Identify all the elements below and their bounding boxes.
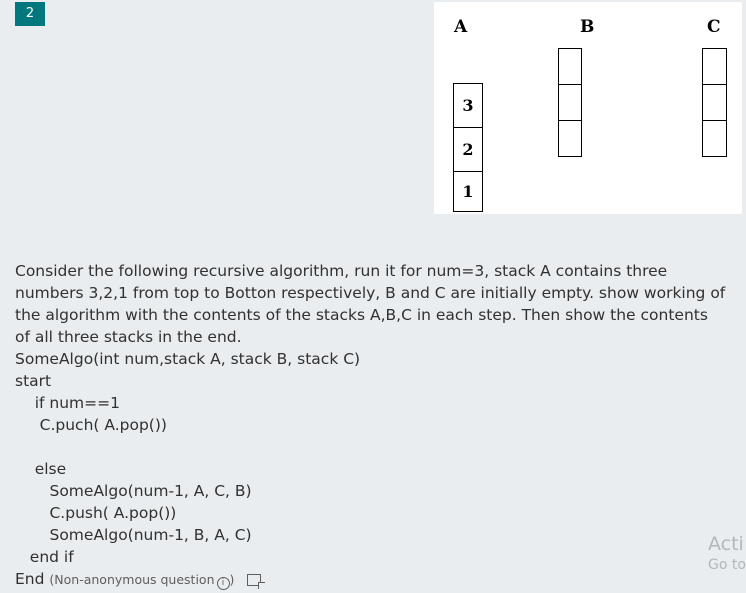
question-number-badge: 2 [15,2,45,26]
question-intro: Consider the following recursive algorithm, run it for num=3, stack A contains three numbers 3,2,1 from top to Botton respectively, B and C are initially empty. show working of the algorithm with the contents of the stacks A,B,C in each step. Then show the contents of all three stacks in the end. [15,262,726,346]
stack-c-cell-bottom [702,120,727,157]
watermark-title: Acti [708,533,744,555]
stack-a-cell-bottom: 1 [453,171,483,212]
end-label: End [15,570,45,588]
immersive-reader-icon[interactable] [247,574,261,586]
stack-c-cell-middle [702,84,727,121]
watermark-subtitle: Go to [708,557,746,573]
activate-windows-watermark [708,532,746,574]
stacks-figure [434,2,742,214]
stack-b-cell-middle [558,84,582,121]
code-line-9: SomeAlgo(num-1, B, A, C) [15,526,252,544]
non-anonymous-note [49,572,234,587]
non-anonymous-note-close: ) [229,572,235,587]
stack-label-a: A [454,17,468,37]
info-icon[interactable]: i [217,577,230,590]
code-line-2: start [15,372,52,390]
code-line-8: C.push( A.pop()) [15,504,177,522]
code-line-3: if num==1 [15,394,120,412]
stack-label-c: C [707,17,721,37]
code-line-6: else [15,460,67,478]
code-line-4: C.puch( A.pop()) [15,416,167,434]
stack-a-cell-middle: 2 [453,127,483,172]
stack-label-b: B [580,17,595,37]
stack-b-cell-bottom [558,120,582,157]
stack-a-cell-top: 3 [453,83,483,128]
end-line [15,568,261,591]
code-line-10: end if [15,548,74,566]
stack-c-cell-top [702,48,727,85]
code-line-7: SomeAlgo(num-1, A, C, B) [15,482,252,500]
stack-b-cell-top [558,48,582,85]
non-anonymous-note-text: (Non-anonymous question [49,572,215,587]
code-line-1: SomeAlgo(int num,stack A, stack B, stack C) [15,350,361,368]
question-text [15,260,727,348]
